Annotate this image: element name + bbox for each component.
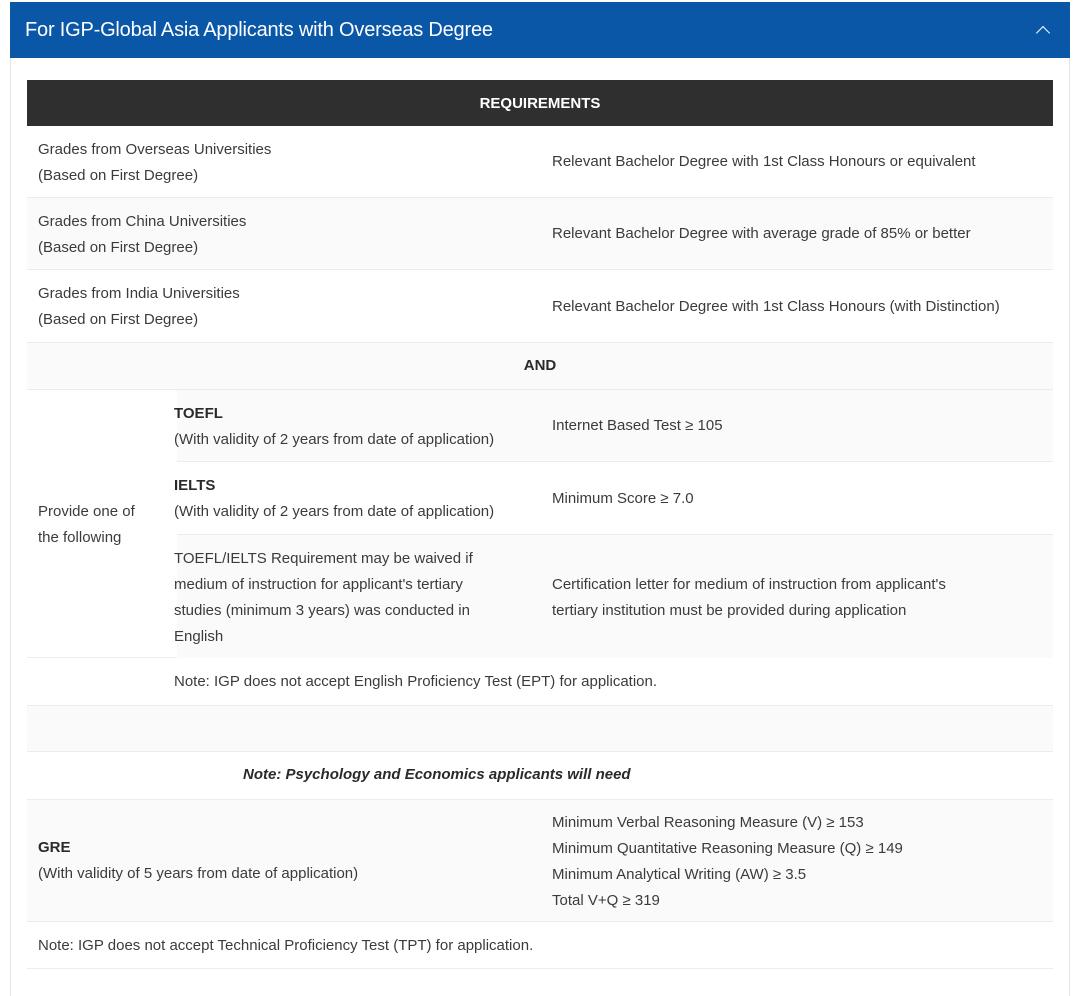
provide-label: Provide one of the following	[38, 503, 135, 546]
ept-note: Note: IGP does not accept English Proficiency Test (EPT) for application.	[174, 673, 658, 690]
ept-note-row	[27, 658, 1053, 706]
accordion-panel	[10, 58, 1070, 996]
grades-requirement: Relevant Bachelor Degree with average grade of 85% or better	[552, 225, 971, 242]
grades-label: Grades from China Universities (Based on First Degree)	[38, 213, 247, 256]
gre-label: GRE (With validity of 5 years from date of application)	[38, 839, 359, 882]
grades-row-overseas	[27, 126, 1053, 198]
toefl-row	[174, 390, 1053, 462]
grades-label: Grades from Overseas Universities (Based on First Degree)	[38, 141, 272, 184]
and-label: AND	[523, 357, 557, 374]
toefl-requirement: Internet Based Test ≥ 105	[552, 417, 723, 434]
tpt-note-row	[27, 922, 1053, 969]
waiver-row	[174, 535, 1053, 658]
and-row	[27, 343, 1053, 390]
grades-requirement: Relevant Bachelor Degree with 1st Class Honours (with Distinction)	[552, 298, 1000, 315]
tpt-note: Note: IGP does not accept Technical Proficiency Test (TPT) for application.	[38, 937, 534, 954]
gre-requirements: Minimum Verbal Reasoning Measure (V) ≥ 153 Minimum Quantitative Reasoning Measure (Q) ≥ 149 Minimum Analytical Writing (AW) ≥ 3.5 Total V+Q ≥ 319	[552, 814, 903, 909]
grades-row-china	[27, 198, 1053, 270]
psych-note: Note: Psychology and Economics applicants will need	[243, 766, 631, 783]
accordion-header[interactable]	[10, 2, 1070, 58]
psych-note-row	[27, 752, 1053, 800]
waiver-requirement: Certification letter for medium of instruction from applicant's tertiary institution must be provided during application	[552, 576, 946, 619]
grades-requirement: Relevant Bachelor Degree with 1st Class Honours or equivalent	[552, 153, 976, 170]
chevron-up-icon[interactable]	[1036, 25, 1050, 39]
gre-row	[27, 800, 1053, 922]
empty-row	[27, 706, 1053, 752]
grades-label: Grades from India Universities (Based on First Degree)	[38, 285, 240, 328]
ielts-requirement: Minimum Score ≥ 7.0	[552, 490, 694, 507]
grades-row-india	[27, 270, 1053, 343]
ielts-row	[174, 462, 1053, 535]
accordion-title: For IGP-Global Asia Applicants with Overseas Degree	[25, 18, 493, 41]
requirements-header: REQUIREMENTS	[27, 80, 1053, 126]
toefl-label: TOEFL (With validity of 2 years from date of application)	[174, 405, 495, 448]
waiver-text: TOEFL/IELTS Requirement may be waived if medium of instruction for applicant's tertiary studies (minimum 3 years) was conducted in English	[174, 550, 473, 645]
language-block	[27, 390, 1053, 658]
ielts-label: IELTS (With validity of 2 years from date of application)	[174, 477, 495, 520]
